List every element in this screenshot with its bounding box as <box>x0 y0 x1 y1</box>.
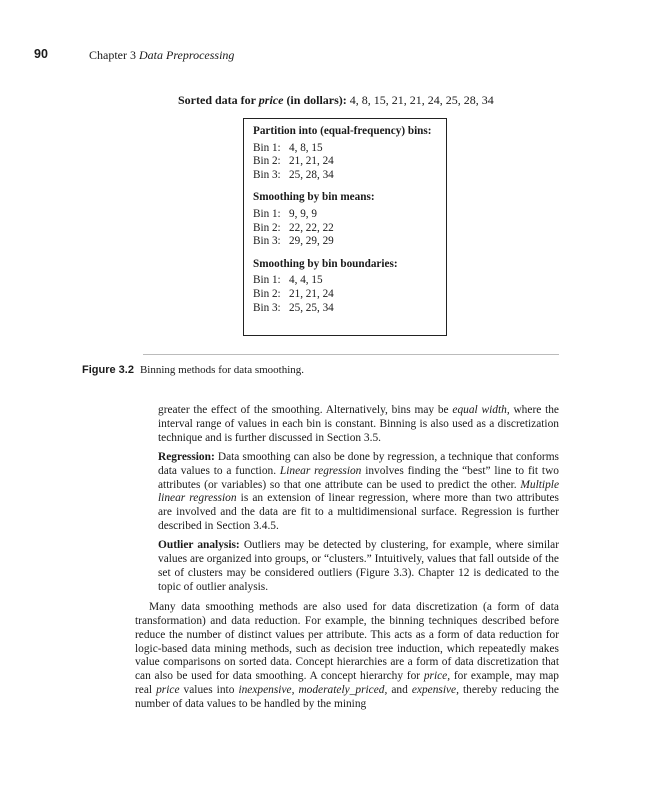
bin-boundaries-section <box>253 258 446 315</box>
figure-label: Figure 3.2 <box>82 364 134 376</box>
bin-row: Bin 3: 25, 25, 34 <box>253 301 334 314</box>
chapter-title: Data Preprocessing <box>139 48 235 62</box>
section-title: Smoothing by bin boundaries: <box>253 257 398 270</box>
figure-divider <box>143 354 559 355</box>
figure-caption <box>82 364 304 376</box>
figure-caption-text: Binning methods for data smoothing. <box>139 364 305 376</box>
bin-row: Bin 2: 21, 21, 24 <box>253 155 334 168</box>
regression-term: Regression: <box>158 450 215 463</box>
bin-row: Bin 3: 29, 29, 29 <box>253 235 334 248</box>
chapter-label: Chapter 3 <box>89 48 136 62</box>
partition-section <box>253 125 446 182</box>
page-number: 90 <box>34 47 48 61</box>
paragraph-outlier-analysis: Outlier analysis: Outliers may be detected by clustering, for example, where similar values are organized into groups, or “clusters.” Intuitively, values that fall outside of the set of clusters may be considered outliers (Figure 3.3). Chapter 12 is dedicated to the topic of outlier analysis. <box>158 539 559 593</box>
bin-row: Bin 2: 22, 22, 22 <box>253 221 334 234</box>
bin-row: Bin 2: 21, 21, 24 <box>253 287 334 300</box>
bin-means-section <box>253 191 446 248</box>
bin-row: Bin 1: 9, 9, 9 <box>253 207 317 220</box>
sorted-data-line <box>178 93 494 108</box>
paragraph-binning-cont: greater the effect of the smoothing. Alternatively, bins may be equal width, where the interval range of values in each bin is constant. Binning is also used as a discretization technique and is further discussed in Section 3.5. <box>158 404 559 444</box>
paragraph-regression: Regression: Data smoothing can also be done by regression, a technique that conforms data values to a function. Linear regression involves finding the “best” line to fit two attributes (or variables) so that one attribute can be used to predict the other. Multiple linear regression is an extension of linear regression, where more than two attributes are involved and the data are fit to a multidimensional surface. Regression is further described in Section 3.4.5. <box>158 450 559 533</box>
outlier-analysis-term: Outlier analysis: <box>158 539 240 552</box>
bin-row: Bin 1: 4, 4, 15 <box>253 274 323 287</box>
sorted-data-values: 4, 8, 15, 21, 21, 24, 25, 28, 34 <box>346 93 494 107</box>
sorted-data-label: Sorted data for price (in dollars): <box>178 93 347 107</box>
running-header <box>89 48 234 63</box>
section-title: Smoothing by bin means: <box>253 191 375 204</box>
paragraph-discretization: Many data smoothing methods are also used for data discretization (a form of data transformation) and data reduction. For example, the binning techniques described before reduce the number of distinct values per attribute. This acts as a form of data reduction for logic-based data mining methods, such as decision tree induction, which repeatedly makes value comparisons on sorted data. Concept hierarchies are a form of data discretization that can also be used for data smoothing. A concept hierarchy for price, for example, may map real price values into inexpensive, moderately_priced, and expensive, thereby reducing the number of data values to be handled by the mining <box>135 600 559 711</box>
section-title: Partition into (equal-frequency) bins: <box>253 125 432 137</box>
body-text <box>135 404 559 712</box>
bin-row: Bin 1: 4, 8, 15 <box>253 141 323 154</box>
binning-figure-box <box>243 118 447 336</box>
bin-row: Bin 3: 25, 28, 34 <box>253 168 334 181</box>
